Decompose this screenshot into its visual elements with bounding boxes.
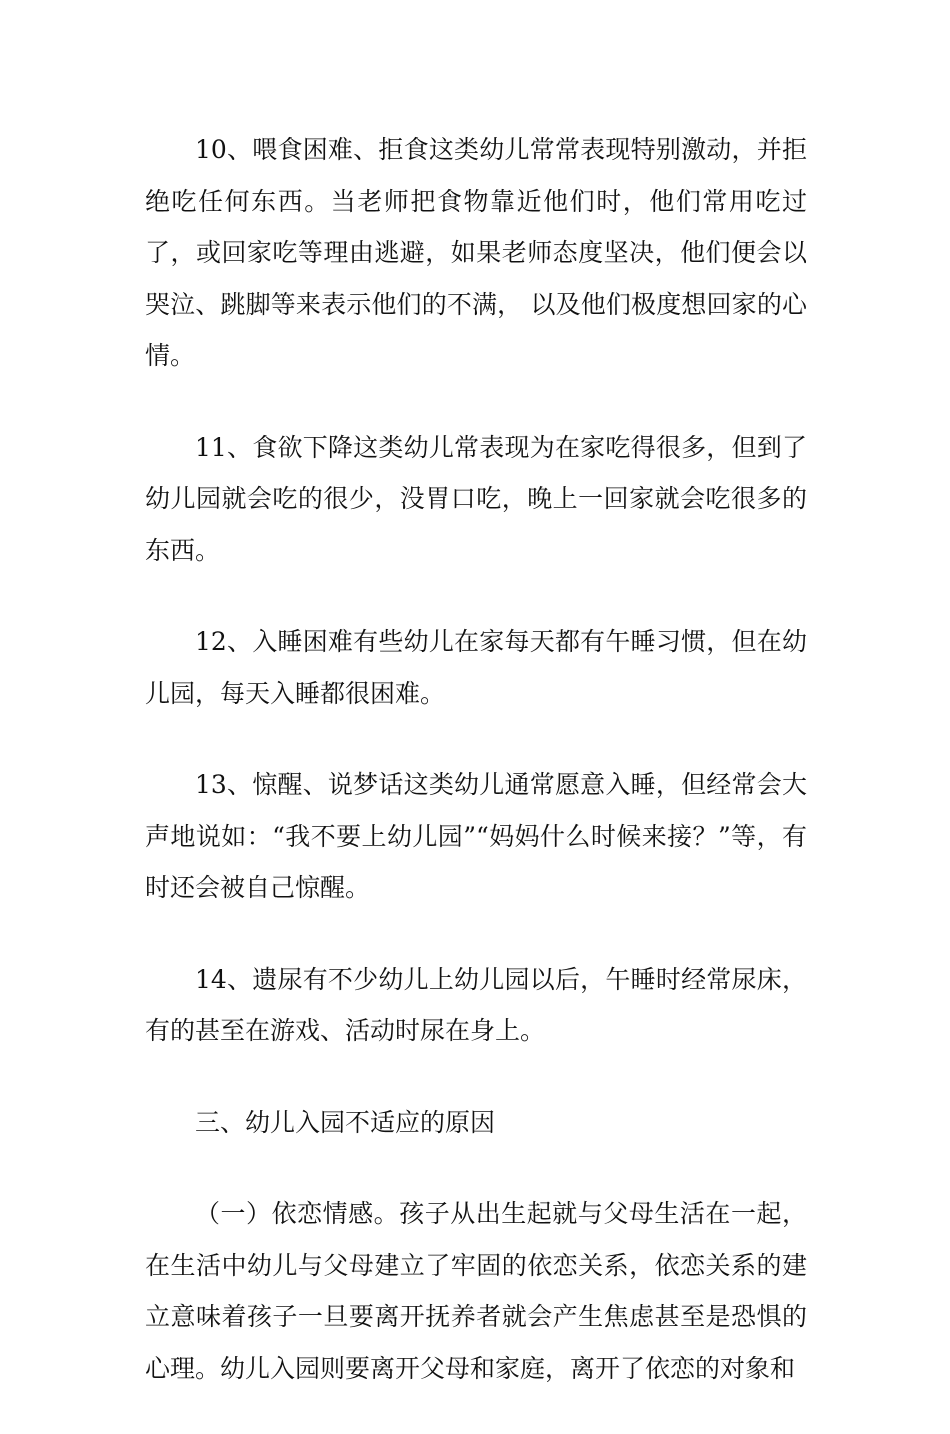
- document-body: [145, 124, 807, 1434]
- paragraph-14-bedwetting: 14、遗尿有不少幼儿上幼儿园以后，午睡时经常尿床，有的甚至在游戏、活动时尿在身上。: [145, 964, 807, 1045]
- section-heading-causes: 三、幼儿入园不适应的原因: [195, 1107, 496, 1137]
- paragraph-13-night-waking: 13、惊醒、说梦话这类幼儿通常愿意入睡，但经常会大声地说如：“我不要上幼儿园”“妈妈什么时候来接？”等，有时还会被自己惊醒。: [145, 770, 807, 902]
- paragraph-11-appetite-loss: 11、食欲下降这类幼儿常表现为在家吃得很多，但到了幼儿园就会吃的很少，没胃口吃，晚上一回家就会吃很多的东西。: [145, 432, 807, 565]
- paragraph-12-sleep-difficulty: 12、入睡困难有些幼儿在家每天都有午睡习惯，但在幼儿园，每天入睡都很困难。: [145, 627, 807, 708]
- paragraph-10-feeding-difficulty: 10、喂食困难、拒食这类幼儿常常表现特别激动，并拒绝吃任何东西。当老师把食物靠近他们时，他们常用吃过了，或回家吃等理由逃避，如果老师态度坚决，他们便会以哭泣、跳脚等来表示他们的不满， 以及他们极度想回家的心情。: [145, 135, 807, 370]
- paragraph-attachment-emotion: （一）依恋情感。孩子从出生起就与父母生活在一起，在生活中幼儿与父母建立了牢固的依恋关系，依恋关系的建立意味着孩子一旦要离开抚养者就会产生焦虑甚至是恐惧的心理。幼儿入园则要离开父母和家庭，离开了依恋的对象和: [145, 1199, 807, 1383]
